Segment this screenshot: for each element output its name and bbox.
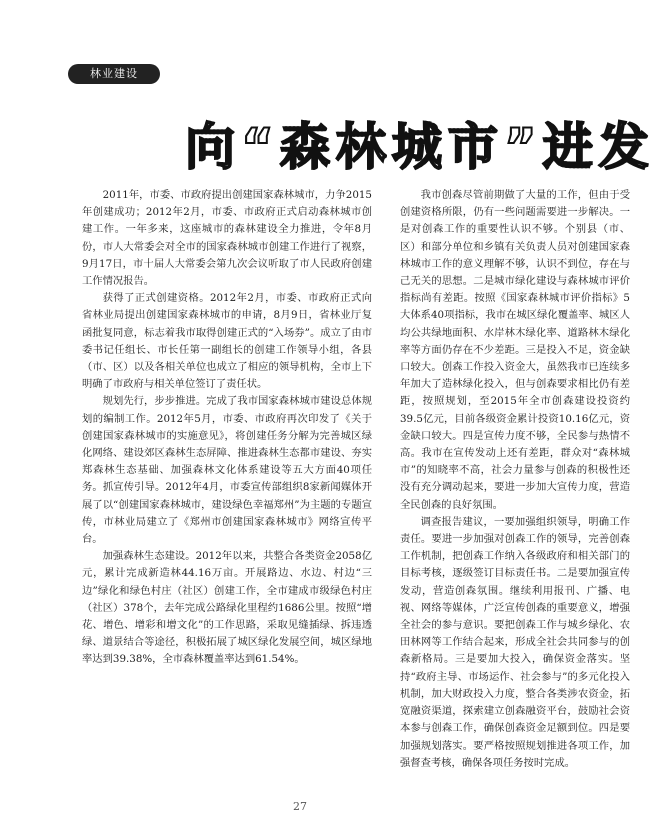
- section-tag: 林业建设: [68, 64, 160, 84]
- paragraph: 加强森林生态建设。2012年以来，共整合各类资金2058亿元，累计完成新造林44.16万亩。开展路边、水边、村边“三边”绿化和绿色村庄（社区）创建工作，全市建成市级绿色村庄（社区）378个，去年完成公路绿化里程约1686公里。按照“增花、增色、增彩和增文化”的工作思路，采取见缝插绿、拆违透绿、道景结合等途径，积极拓展了城区绿化发展空间，城区绿地率达到39.38%，全市森林覆盖率达到61.54%。: [82, 550, 372, 666]
- paragraph: 规划先行，步步推进。完成了我市国家森林城市建设总体规划的编制工作。2012年5月，市委、市政府再次印发了《关于创建国家森林城市的实施意见》，将创建任务分解为完善城区绿化网络、建设郊区森林生态屏障、推进森林生态都市建设、夯实郑森林生态基础、加强森林文化体系建设等五大方面40项任务。抓宣传引导。2012年4月，市委宣传部组织8家新闻媒体开展了以“创建国家森林城市，建设绿色幸福郑州”为主题的专题宣传，市林业局建立了《郑州市创建国家森林城市》网络宣传平台。: [82, 395, 372, 546]
- paragraph: 2011年，市委、市政府提出创建国家森林城市，力争2015年创建成功；2012年2月，市委、市政府正式启动森林城市创建工作。一年多来，这座城市的森林建设全力推进，令年8月份，市人大常委会对全市的国家森林城市创建工作进行了视察，9月17日，市十届人大常委会第九次会议听取了市人民政府创建工作情况报告。: [82, 189, 372, 288]
- left-column: [82, 187, 372, 669]
- right-column: [400, 187, 630, 772]
- paragraph: 调查报告建议，一要加强组织领导，明确工作责任。要进一步加强对创森工作的领导，完善创森工作机制，把创森工作纳入各级政府和相关部门的目标考核，逐级签订目标责任书。二是要加强宣传发动，营造创森氛围。继续利用报刊、广播、电视、网络等媒体，广泛宣传创森的重要意义，增强全社会的参与意识。要把创森工作与城乡绿化、农田林网等工作结合起来，形成全社会共同参与的创森新格局。三是要加大投入，确保资金落实。坚持“政府主导、市场运作、社会参与”的多元化投入机制，加大财政投入力度，整合各类涉农资金，拓宽融资渠道，探索建立创森融资平台，鼓励社会资本参与创森工作，确保创森资金足额到位。四是要加强规划落实。要严格按照规划推进各项工作，加强督查考核，确保各项任务按时完成。: [400, 515, 630, 769]
- article-title: 向“森林城市”进发: [185, 118, 655, 176]
- paragraph: 我市创森尽管前期做了大量的工作，但由于受创建资格所限，仍有一些问题需要进一步解决。一是对创森工作的重要性认识不够。个别县（市、区）和部分单位和乡镇有关负责人员对创建国家森林城市工作的意义理解不够，认识不到位，存在与己无关的思想。二是城市绿化建设与森林城市评价指标尚有差距。按照《国家森林城市评价指标》5大体系40项指标，我市在城区绿化覆盖率、城区人均公共绿地面积、水岸林木绿化率、道路林木绿化率等方面仍存在不少差距。三是投入不足，资金缺口较大。创森工作投入资金大，虽然我市已连续多年加大了造林绿化投入，但与创森要求相比仍有差距，按照规划，至2015年全市创森建设投资约39.5亿元，目前各级资金累计投资10.16亿元，资金缺口较大。四是宣传力度不够，全民参与热情不高。我市在宣传发动上还有差距，群众对“森林城市”的知晓率不高，社会力量参与创森的积极性还没有充分调动起来，要进一步加大宣传力度，营造全民创森的良好氛围。: [400, 189, 630, 511]
- paragraph: 获得了正式创建资格。2012年2月，市委、市政府正式向省林业局提出创建国家森林城市的申请，8月9日，省林业厅复函批复同意，标志着我市取得创建正式的“入场券”。成立了由市委书记任组长、市长任第一副组长的创建工作领导小组，各县（市、区）以及各相关单位也成立了相应的领导机构，全市上下明确了市政府与相关单位签订了责任状。: [82, 292, 372, 391]
- page-number: 27: [293, 800, 307, 813]
